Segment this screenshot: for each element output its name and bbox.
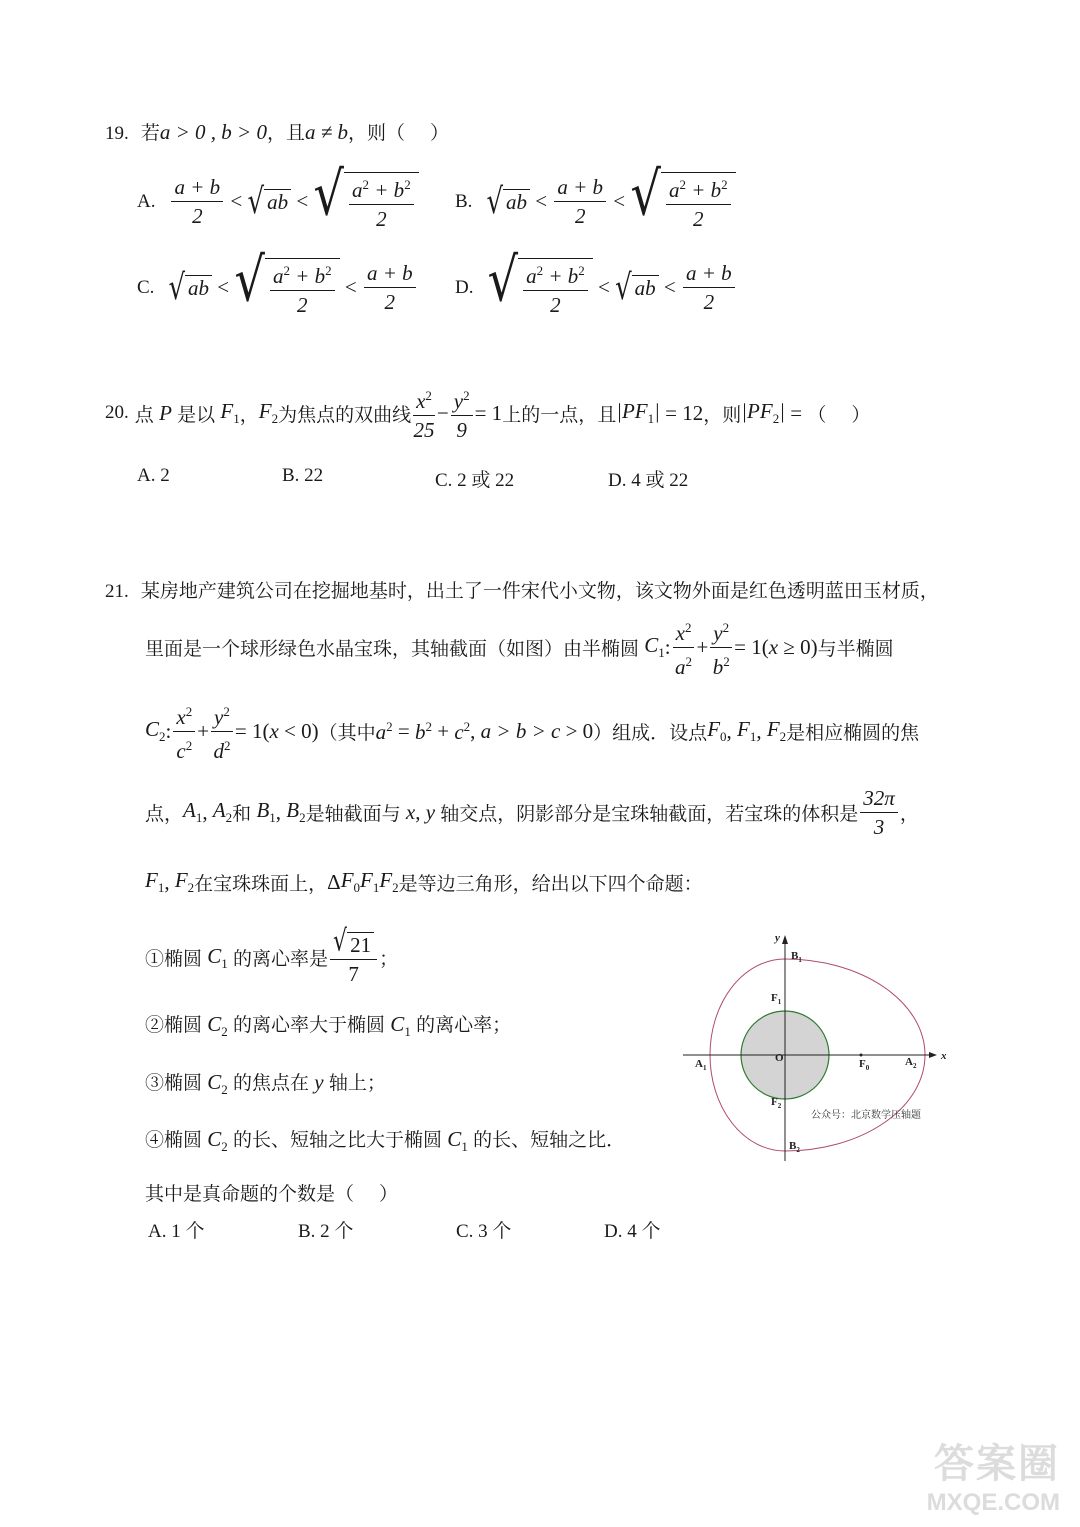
q19-option-a: A. $\frac{a + b}{2}$ < √ ab < √ $\frac{a^2 + b^2}{2}$	[137, 172, 419, 231]
q21-prop1: ①椭圆 $C_1$ 的离心率是 √ 21 7 ；	[145, 924, 399, 986]
q21-line1: 21. 某房地产建筑公司在挖掘地基时，出土了一件宋代小文物，该文物外面是红色透明蓝田玉材质，	[105, 580, 939, 602]
label-f0: $F_0$	[859, 1058, 870, 1072]
q19-option-b: B. √ ab < $\frac{a + b}{2}$ < √ $\frac{a^2 + b^2}{2}$	[455, 172, 736, 231]
q21-option-c: C. 3 个	[456, 1221, 512, 1242]
label-f1: $F_1$	[771, 992, 782, 1006]
q19-stem: 19. 若a > 0 , b > 0，且a ≠ b，则（ ）	[105, 120, 450, 144]
q20-option-c: C. 2 或 22	[435, 470, 515, 491]
watermark: 答案圈 MXQE.COM	[926, 1442, 1060, 1516]
label-b1: $B_1$	[791, 950, 802, 964]
figure-caption: 公众号：北京数学压轴题	[811, 1110, 921, 1121]
q21-prop3: ③椭圆 $C_2$ 的焦点在 y 轴上；	[145, 1070, 386, 1098]
q20-stem: 20. 点 P 是以 $F_1$ ， $F_2$ 为焦点的双曲线 $\frac{x^2}{25}$ − $\frac{y^2}{9}$ = 1 上的一点，且 $|PF_1|$ = 12 ，则 $|PF_2|$ = （ ）	[105, 384, 870, 442]
q21-prop2: ②椭圆 $C_2$ 的离心率大于椭圆 $C_1$ 的离心率；	[145, 1012, 512, 1040]
label-f2: $F_2$	[771, 1096, 782, 1110]
label-b2: $B_2$	[789, 1140, 800, 1154]
q21-question: 其中是真命题的个数是（ ）	[145, 1183, 399, 1205]
ellipse-figure	[675, 925, 955, 1165]
q19-option-d: D. √ $\frac{a^2 + b^2}{2}$ < √ ab < $\frac{a + b}{2}$	[455, 258, 737, 317]
q20-option-a: A. 2	[137, 465, 170, 486]
q21-prop4: ④椭圆 $C_2$ 的长、短轴之比大于椭圆 $C_1$ 的长、短轴之比．	[145, 1127, 626, 1155]
q19-option-c: C. √ ab < √ $\frac{a^2 + b^2}{2}$ < $\frac{a + b}{2}$	[137, 258, 418, 317]
label-y: y	[775, 932, 780, 944]
label-x: x	[941, 1050, 947, 1062]
label-a2: $A_2$	[905, 1056, 917, 1070]
q21-option-d: D. 4 个	[604, 1221, 661, 1242]
label-o: O	[775, 1052, 784, 1064]
q20-option-d: D. 4 或 22	[608, 470, 689, 491]
q21-line5: $F_1$ , $F_2$ 在宝珠珠面上， Δ $F_0F_1F_2$ 是等边三角形，给出以下四个命题：	[145, 868, 703, 896]
label-a1: $A_1$	[695, 1058, 707, 1072]
q21-line4: 点， $A_1$ , $A_2$ 和 $B_1$ , $B_2$ 是轴截面与 x , y 轴交点，阴影部分是宝珠轴截面，若宝珠的体积是 $\frac{32\pi}{3}$ ，	[145, 786, 919, 839]
q21-option-a: A. 1 个	[148, 1221, 205, 1242]
q21-line3: $C_2$ : $\frac{x^2}{c^2}$ + $\frac{y^2}{d^2}$ = 1 ( x < 0) （其中 $a^2$ = $b^2$ + $c^2$ , a > b > c > 0 ）组成．设点 $F_0$ , $F_1$ , $F_2$ 是相应椭圆的焦	[145, 700, 919, 763]
q21-option-b: B. 2 个	[298, 1221, 354, 1242]
q21-line2: 里面是一个球形绿色水晶宝珠，其轴截面（如图）由半椭圆 $C_1$ : $\frac{x^2}{a^2}$ + $\frac{y^2}{b^2}$ = 1 ( x ≥ 0) 与半椭圆	[145, 616, 894, 679]
q20-option-b: B. 22	[282, 465, 324, 486]
